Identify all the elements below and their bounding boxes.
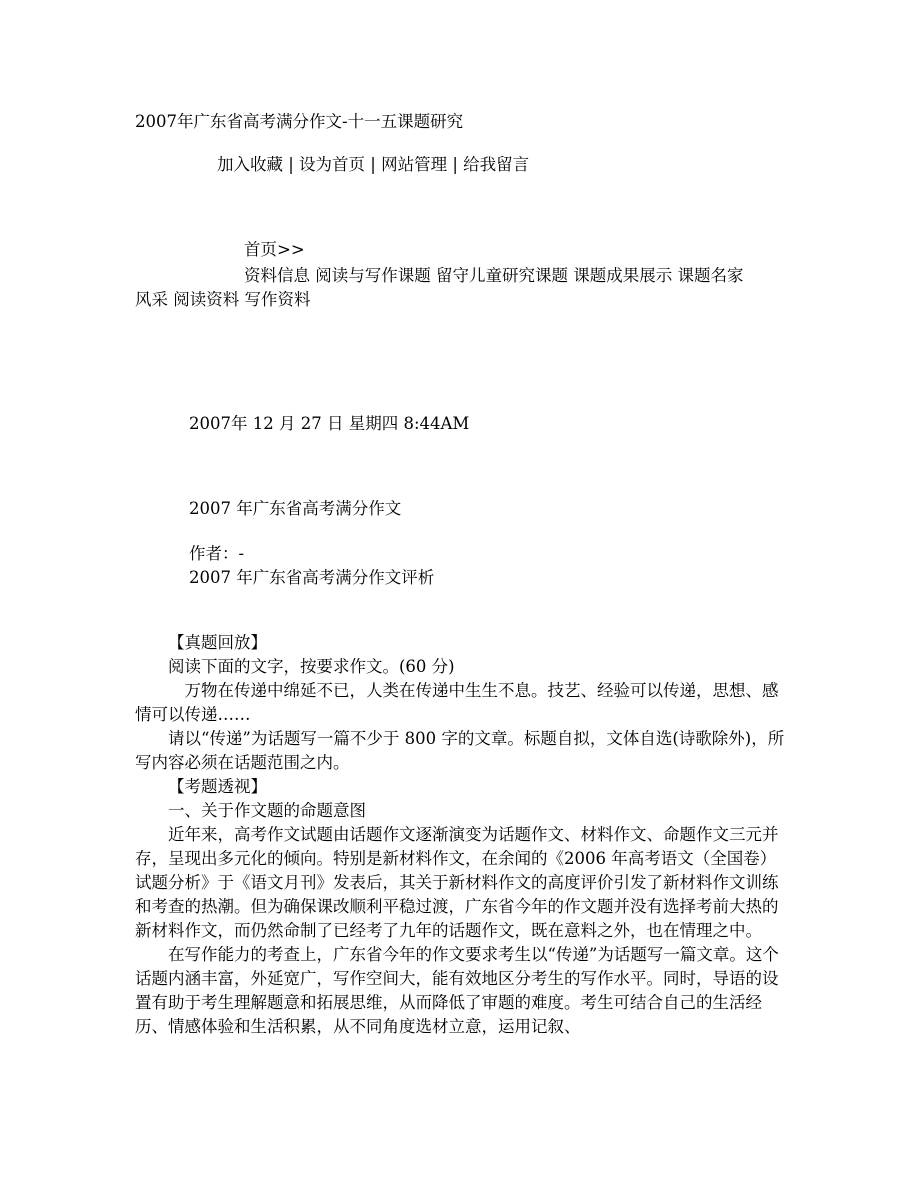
paragraph: 万物在传递中绵延不已，人类在传递中生生不息。技艺、经验可以传递，思想、感情可以传递…… (135, 681, 779, 724)
document-title: 2007年广东省高考满分作文-十一五课题研究 (135, 112, 464, 131)
nav-categories-continued[interactable]: 风采 阅读资料 写作资料 (135, 290, 311, 309)
section-heading-analysis: 【考题透视】 (168, 777, 267, 796)
post-date: 2007年 12 月 27 日 星期四 8:44AM (189, 414, 470, 433)
subheading: 一、关于作文题的命题意图 (168, 801, 366, 820)
article-title: 2007 年广东省高考满分作文 (189, 499, 402, 518)
nav-home-link[interactable]: 首页>> (244, 240, 305, 259)
section-heading-review: 【真题回放】 (168, 633, 267, 652)
paragraph: 阅读下面的文字，按要求作文。(60 分) (168, 657, 455, 676)
paragraph: 请以“传递”为话题写一篇不少于 800 字的文章。标题自拟，文体自选(诗歌除外)，所写内容必须在话题范围之内。 (135, 729, 785, 772)
article-body (135, 631, 787, 1039)
nav-categories[interactable]: 资料信息 阅读与写作课题 留守儿童研究课题 课题成果展示 课题名家 (244, 266, 744, 285)
article-subtitle: 2007 年广东省高考满分作文评析 (189, 568, 435, 587)
paragraph: 近年来，高考作文试题由话题作文逐渐演变为话题作文、材料作文、命题作文三元并存，呈现出多元化的倾向。特别是新材料作文，在余闻的《2006 年高考语文（全国卷）试题分析》于《语文月刊》发表后，其关于新材料作文的高度评价引发了新材料作文训练和考查的热潮。但为确保课改顺利平稳过渡，广东省今年的作文题并没有选择考前大热的新材料作文，而仍然命制了已经考了九年的话题作文，既在意料之外，也在情理之中。 (135, 825, 779, 940)
article-author: 作者：- (189, 544, 245, 563)
paragraph: 在写作能力的考查上，广东省今年的作文要求考生以“传递”为话题写一篇文章。这个话题内涵丰富，外延宽广，写作空间大，能有效地区分考生的写作水平。同时，导语的设置有助于考生理解题意和拓展思维，从而降低了审题的难度。考生可结合自己的生活经历、情感体验和生活积累，从不同角度选材立意，运用记叙、 (135, 945, 779, 1036)
top-links[interactable]: 加入收藏 | 设为首页 | 网站管理 | 给我留言 (217, 155, 530, 174)
